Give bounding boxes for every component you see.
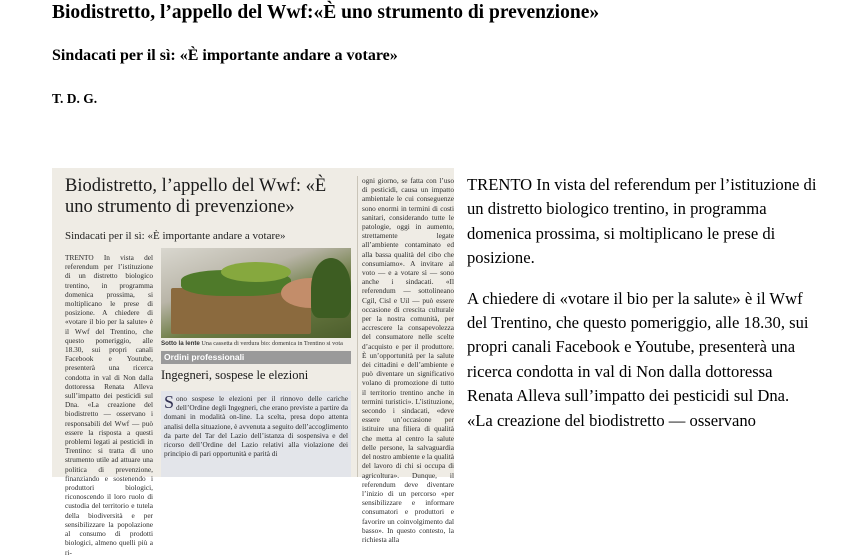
clipping-column-1: TRENTO In vista del referendum per l’istituzione di un distretto biologico trentino, in programma domenica prossima, si moltiplicano le prese di posizione. A chiedere di «votare il bio per la salute» è il Wwf del Trentino, che questo pomeriggio, alle 18.30, sui propri canali Facebook e Youtube, presenterà una ricerca condotta in val di Non dalla dottoressa Renata Alleva sull’impatto dei pesticidi sul Dna. «La creazione del biodistretto — osservano i responsabili del Wwf — può essere la risposta a questi problemi legati ai pesticidi in Trentino: si tratta di uno strumento utile ad attuare una politica di prevenzione, finanziando e sostenendo i produttori biologici, riconoscendo il loro ruolo di custodia del territorio e tutela della biodiversità e per sensibilizzare la popolazione al consumo di prodotti biologici, almeno quelli più a ri- (65, 253, 153, 557)
section-body: Sono sospese le elezioni per il rinnovo delle cariche dell’Ordine degli Ingegneri, che erano previste a partire da domani in modalità on-line. La scelta, presa dopo attenta analisi della situazione, è avvenuta a seguito dell’accoglimento da parte del Tar del Lazio dell’istanza di sospensiva e del ricorso dell’Ordine del Lazio relativi alla violazione dei principio di pari opportunità e parità di (161, 391, 351, 477)
vegetable-crate-photo (161, 248, 351, 338)
clipping-headline: Biodistretto, l’appello del Wwf: «È uno strumento di prevenzione» (65, 176, 327, 217)
vegetable-shape (311, 258, 351, 318)
clipping-column-3: ogni giorno, se fatta con l’uso di pesticidi, causa un impatto ambientale le cui conseguenze sono enormi in termini di costi sanitari, considerando tutte le patologie, oggi in aumento, strettamente legate all’ambiente contaminato ed alla bassa qualità del cibo che consumiamo». A invitare al voto — e a votare sì — sono anche i sindacati. «Il referendum — sottolineano Cgil, Cisl e Uil — può essere occasione di crescita culturale per la nostra comunità, per accrescere la consapevolezza del consumatore nelle scelte d’acquisto e per il produttore. È un’opportunità per la salute dei cittadini e dell’ambiente e può diventare un significativo volano di promozione di tutto il territorio trentino anche in termini turistici». L’istituzione, secondo i sindacati, «deve essere un’occasione per istituire una filiera di qualità che metta al centro la salute delle persone, la salvaguardia del nostro ambiente e la qualità del lavoro di chi si occupa di agricoltura». Dunque, il referendum deve diventare l’inizio di un percorso «per sensibilizzare e informare consumatori e produttori e favorire un coinvolgimento dal basso». In questo contesto, la richiesta alla (357, 176, 454, 477)
photo-caption (161, 340, 351, 347)
vegetable-shape (221, 262, 291, 282)
article-paragraph: TRENTO In vista del referendum per l’istituzione di un distretto biologico trentino, in programma domenica prossima, si moltiplicano le prese di posizione. (467, 175, 817, 268)
article-paragraph: A chiedere di «votare il bio per la salute» è il Wwf del Trentino, che questo pomeriggio, alle 18.30, sui propri canali Facebook e Youtube, presenterà una ricerca condotta in val di Non dalla dottoressa Renata Alleva sull’impatto dei pesticidi sul Dna. «La creazione del biodistretto — osservano (467, 288, 809, 430)
newspaper-clipping-image (52, 168, 454, 557)
photo-caption-text: Una cassetta di verdura bio: domenica in Trentino si vota (201, 340, 343, 347)
photo-caption-label: Sotto la lente (161, 340, 200, 347)
article-byline: T. D. G. (52, 91, 98, 106)
article-subheadline: Sindacati per il sì: «È importante andare a votare» (52, 47, 398, 64)
article-headline: Biodistretto, l’appello del Wwf:«È uno strumento di prevenzione» (52, 2, 600, 23)
clipping-subheadline: Sindacati per il sì: «È importante andare a votare» (65, 230, 286, 242)
article-body (467, 173, 817, 477)
section-headline: Ingegneri, sospese le elezioni (161, 368, 309, 382)
section-label: Ordini professionali (161, 351, 351, 364)
